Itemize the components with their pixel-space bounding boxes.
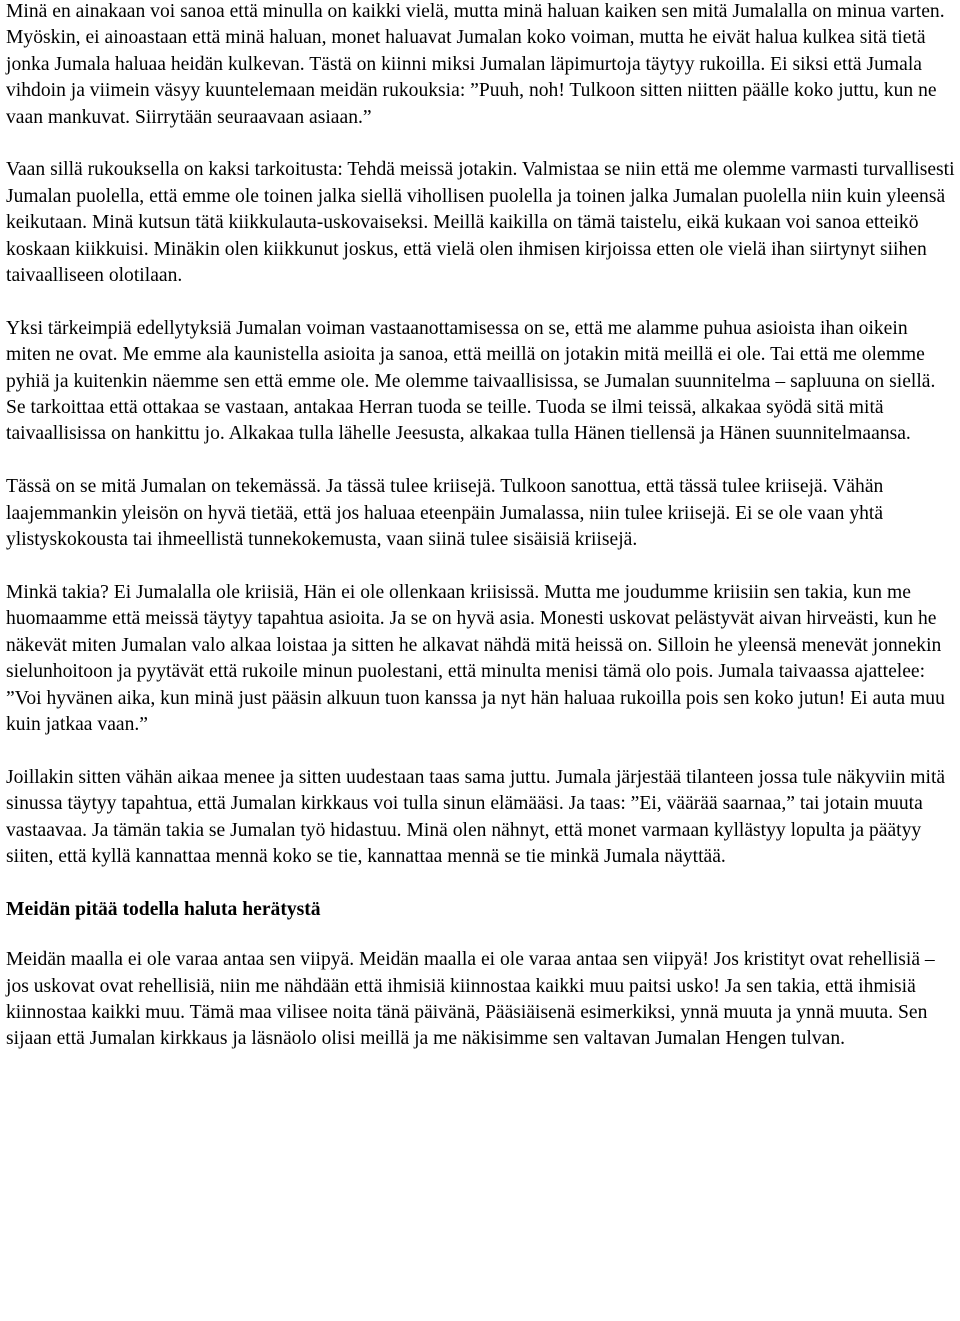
body-paragraph-2: Vaan sillä rukouksella on kaksi tarkoitusta: Tehdä meissä jotakin. Valmistaa se niin että me olemme varmasti turvallisesti Jumalan puolella, että emme ole toinen jalka siellä vihollisen puolella ja toinen jalka Jumalan puolella niin kuin yleensä keikutaan. Minä kutsun tätä kiikkulauta-uskovaiseksi. Meillä kaikilla on tämä taistelu, eikä kukaan voi sanoa etteikö koskaan kiikkuisi. Minäkin olen kiikkunut joskus, että vielä olen ihmisen kirjoissa etten ole vielä ihan siirtynyt siihen taivaalliseen olotilaan.	[6, 159, 955, 287]
body-paragraph-1: Minä en ainakaan voi sanoa että minulla on kaikki vielä, mutta minä haluan kaiken sen mitä Jumalalla on minua varten. Myöskin, ei ainoastaan että minä haluan, monet haluavat Jumalan koko voiman, mutta he eivät halua kulkea sitä tietä jonka Jumala haluaa heidän kulkevan. Tästä on kiinni miksi Jumalan läpimurtoja täytyy rukoilla. Ei siksi että Jumala vihdoin ja viimein väsyy kuuntelemaan meidän rukouksia: ”Puuh, noh! Tulkoon sitten niitten päälle koko juttu, kun ne vaan mankuvat. Siirrytään seuraavaan asiaan.”	[6, 1, 945, 128]
body-paragraph-5: Minkä takia? Ei Jumalalla ole kriisiä, Hän ei ole ollenkaan kriisissä. Mutta me joudumme kriisiin sen takia, kun me huomaamme että meissä täytyy tapahtua asioita. Ja se on hyvä asia. Monesti uskovat pelästyvät aivan hirveästi, kun he näkevät miten Jumalan valo alkaa loistaa ja sitten he alkavat nähdä mitä heissä on. Silloin he yleensä menevät jonnekin sielunhoitoon ja pyytävät että rukoile minun puolestani, että minulta menisi tämä olo pois. Jumala taivaassa ajattelee: ”Voi hyvänen aika, kun minä just pääsin alkuun tuon kanssa ja nyt hän haluaa rukoilla pois sen koko jutun! Ei auta muu kuin jatkaa vaan.”	[6, 581, 945, 735]
final-paragraph: Meidän maalla ei ole varaa antaa sen viipyä. Meidän maalla ei ole varaa antaa sen viipyä! Jos kristityt ovat rehellisiä – jos uskovat ovat rehellisiä, niin me nähdään että ihmisiä kiinnostaa kaikki muu paitsi usko! Ja sen takia, että ihmisiä kiinnostaa kaikki muu. Tämä maa vilisee noita tänä päivänä, Pääsiäisenä esimerkiksi, ynnä muuta ja ynnä muuta. Sen sijaan että Jumalan kirkkaus ja läsnäolo olisi meillä ja me näkisimme sen valtavan Jumalan Hengen tulvan.	[6, 949, 935, 1050]
body-paragraph-6: Joillakin sitten vähän aikaa menee ja sitten uudestaan taas sama juttu. Jumala järjestää tilanteen jossa tule näkyviin mitä sinussa täytyy tapahtua, että Jumalan kirkkaus voi tulla sinun elämääsi. Ja taas: ”Ei, väärää saarnaa,” tai jotain muuta vastaavaa. Ja tämän takia se Jumalan työ hidastuu. Minä olen nähnyt, että monet varmaan kyllästyy lopulta ja päätyy siiten, että kyllä kannattaa mennä koko se tie, kannattaa mennä se tie minkä Jumala näyttää.	[6, 766, 946, 867]
section-heading: Meidän pitää todella haluta herätystä	[6, 898, 321, 920]
body-paragraph-4: Tässä on se mitä Jumalan on tekemässä. Ja tässä tulee kriisejä. Tulkoon sanottua, että tässä tulee kriisejä. Vähän laajemmankin yleisön on hyvä tietää, että jos haluaa eteenpäin Jumalassa, niin tulee kriisejä. Ei se ole vaan yhtä ylistyskokousta tai ihmeellistä tunnekokemusta, vaan siinä tulee sisäisiä kriisejä.	[6, 476, 884, 551]
body-paragraph-3: Yksi tärkeimpiä edellytyksiä Jumalan voiman vastaanottamisessa on se, että me alamme puhua asioista ihan oikein miten ne ovat. Me emme ala kaunistella asioita ja sanoa, että meillä on jotakin mitä meillä ei ole. Tai että me olemme pyhiä ja kuitenkin näemme sen että emme ole. Me olemme taivaallisissa, se Jumalan suunnitelma – sapluuna on siellä. Se tarkoittaa että ottakaa se vastaan, antakaa Herran tuoda se teille. Tuoda se ilmi teissä, alkakaa syödä sitä mitä taivaallisissa on hankittu jo. Alkakaa tulla lähelle Jeesusta, alkakaa tulla Hänen tiellensä ja Hänen suunnitelmaansa.	[6, 317, 936, 445]
